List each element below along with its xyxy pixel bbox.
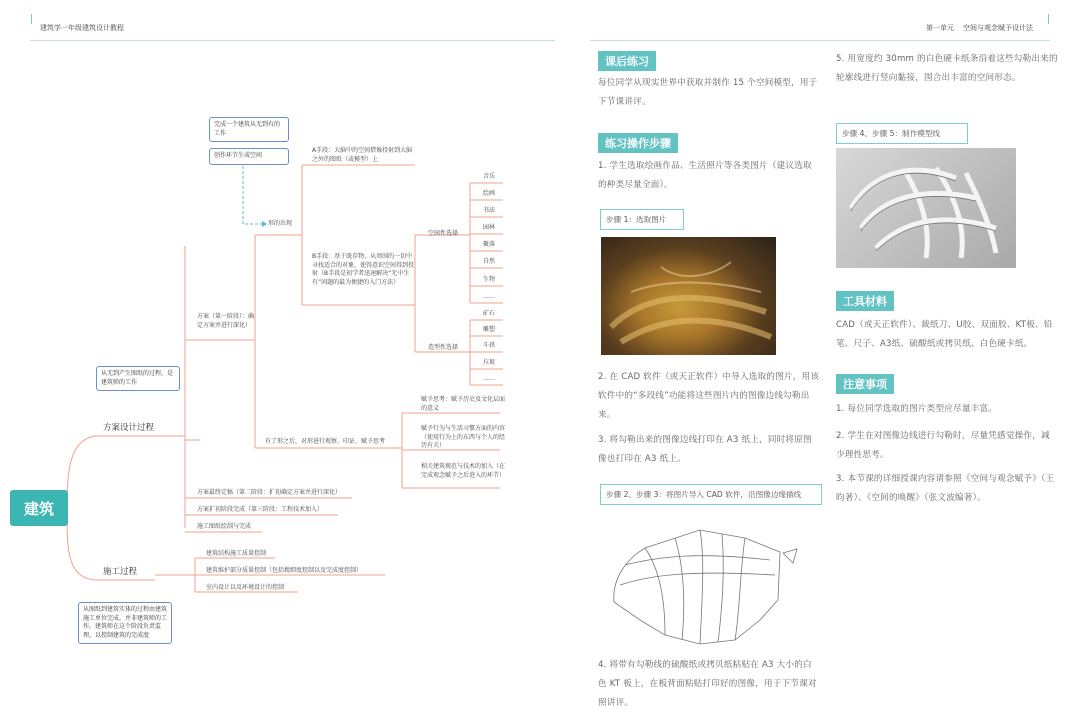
note3-text: 3. 本节课的详细授课内容请参照《空间与观念赋予》（王昀著）、《空间的唤醒》（张文波编著）。 (836, 474, 1055, 503)
shape-select: 造型性选择 (428, 344, 459, 351)
design-step: 方案最终定稿（第二阶段：扩初确定方案并进行深化） (197, 489, 342, 496)
photo-selected-image (601, 237, 776, 355)
branch-construct: 施工过程 (103, 567, 138, 577)
top-box-1: 完成一个建筑从无到有的工作 (209, 117, 289, 142)
space-item: 书法 (483, 207, 496, 214)
shape-item: 垃圾 (483, 359, 496, 366)
step5-text: 5. 用宽度约 30mm 的白色硬卡纸条沿着这些勾勒出来的轮廓线进行竖向黏接，围合出丰富的空间形态。 (836, 54, 1058, 83)
step4-text: 4. 将带有勾勒线的硫酸纸或拷贝纸粘贴在 A3 大小的白色 KT 板上，在板背面粘贴打印好的图像，用于下节课对照讲评。 (598, 660, 817, 708)
section-homework: 课后练习 (598, 51, 656, 71)
step2-text: 2. 在 CAD 软件（或天正软件）中导入选取的图片，用该软件中的“多段线”功能将这些图片内的图像边线勾勒出来。 (598, 372, 820, 420)
section-tools: 工具材料 (836, 291, 894, 311)
step3-text: 3. 将勾勒出来的图像边线打印在 A3 纸上，同时将原图像也打印在 A3 纸上。 (598, 435, 812, 464)
step1-text: 1. 学生选取绘画作品、生活照片等各类图片（建议选取的种类尽量全面）。 (598, 161, 812, 190)
construct-step: 室内设计以及环境设计的控制 (206, 584, 285, 591)
method-b: B手段：基于既存物，从周围的一切中寻找适合的对象，使得意识空间得到投射（B手段是初学者迅速解决“无中生有”问题的最为便捷的入门方法） (312, 253, 415, 286)
after-item: 赋予行为与生活习惯方面的内容（使用行为上的东西与个人的经历有关） (421, 425, 506, 449)
header-chapter-title: 空间与观念赋予设计法 (963, 24, 1033, 32)
after-item: 相关建筑规范与技术的加入（在完成观念赋予之后进入的环节） (421, 463, 506, 479)
caption-step4-5: 步骤 4、步骤 5：制作模型线 (836, 123, 968, 144)
space-item: 生物 (483, 276, 496, 283)
note1-text: 1. 每位同学选取的图片类型应尽量丰富。 (836, 404, 998, 414)
construct-step: 建筑维护部分质量控制（包括精细度控制以及完成度控制） (206, 567, 363, 574)
header-book-title: 建筑学一年级建筑设计教程 (40, 24, 124, 32)
section-steps: 练习操作步骤 (598, 133, 678, 153)
design-step: 方案扩初阶段完成（第三阶段：工程技术加入） (197, 506, 324, 513)
shape-item: 斗拱 (483, 342, 496, 349)
top-box-2: 创作环节生成空间 (209, 148, 289, 165)
shape-item: 矿石 (483, 310, 496, 317)
after-item: 赋予思考：赋予历史及文化层面的意义 (421, 396, 506, 412)
space-item: …… (483, 293, 495, 300)
form-appear: 形的出现 (268, 220, 293, 227)
scheme-stage1: 方案（第一阶段）：确定方案并进行深化） (197, 313, 255, 329)
homework-text: 每位同学从现实世界中获取并制作 15 个空间模型，用于下节课讲评。 (598, 78, 818, 107)
section-notes: 注意事项 (836, 374, 894, 394)
note2-text: 2. 学生在对图像边线进行勾勒时，尽量凭感觉操作，减少理性思考。 (836, 431, 1050, 460)
shape-item: …… (483, 375, 495, 382)
shape-item: 雕塑 (483, 326, 496, 333)
method-a: A手段：大脑中的空间借像投射到大脑之外的图纸（或模型）上 (312, 147, 413, 163)
mindmap-root: 建筑 (10, 490, 68, 526)
design-step: 施工图纸绘制与完成 (197, 523, 252, 530)
space-item: 绘画 (483, 190, 496, 197)
branch-design: 方案设计过程 (103, 423, 155, 433)
caption-step1: 步骤 1：选取图片 (600, 209, 684, 230)
note-design: 从无到产生图纸的过程，是建筑师的工作 (96, 366, 180, 391)
space-item: 园林 (483, 224, 496, 231)
tools-text: CAD（或天正软件）、裁纸刀、U胶、双面胶、KT板、铅笔、尺子、A3纸、硫酸纸或拷贝纸、白色硬卡纸。 (836, 320, 1053, 349)
space-item: 自然 (483, 258, 496, 265)
space-item: 聚落 (483, 241, 496, 248)
space-item: 音乐 (483, 173, 496, 180)
space-select: 空间性选择 (428, 230, 459, 237)
after-form: 有了形之后，对形进行观察、印证、赋予思考 (265, 438, 386, 445)
photo-paper-model (836, 148, 1016, 268)
header-unit: 第一单元 (926, 24, 954, 32)
caption-step2-3: 步骤 2、步骤 3：将图片导入 CAD 软件，沿图像边缘描线 (600, 484, 822, 505)
construct-step: 建筑结构施工质量控制 (206, 550, 267, 557)
note-construct: 从图纸到建筑实体的过程由建筑施工单位完成。并非建筑师的工作。建筑师在这个阶段负责监理，以控制建筑的完成度 (78, 602, 172, 644)
